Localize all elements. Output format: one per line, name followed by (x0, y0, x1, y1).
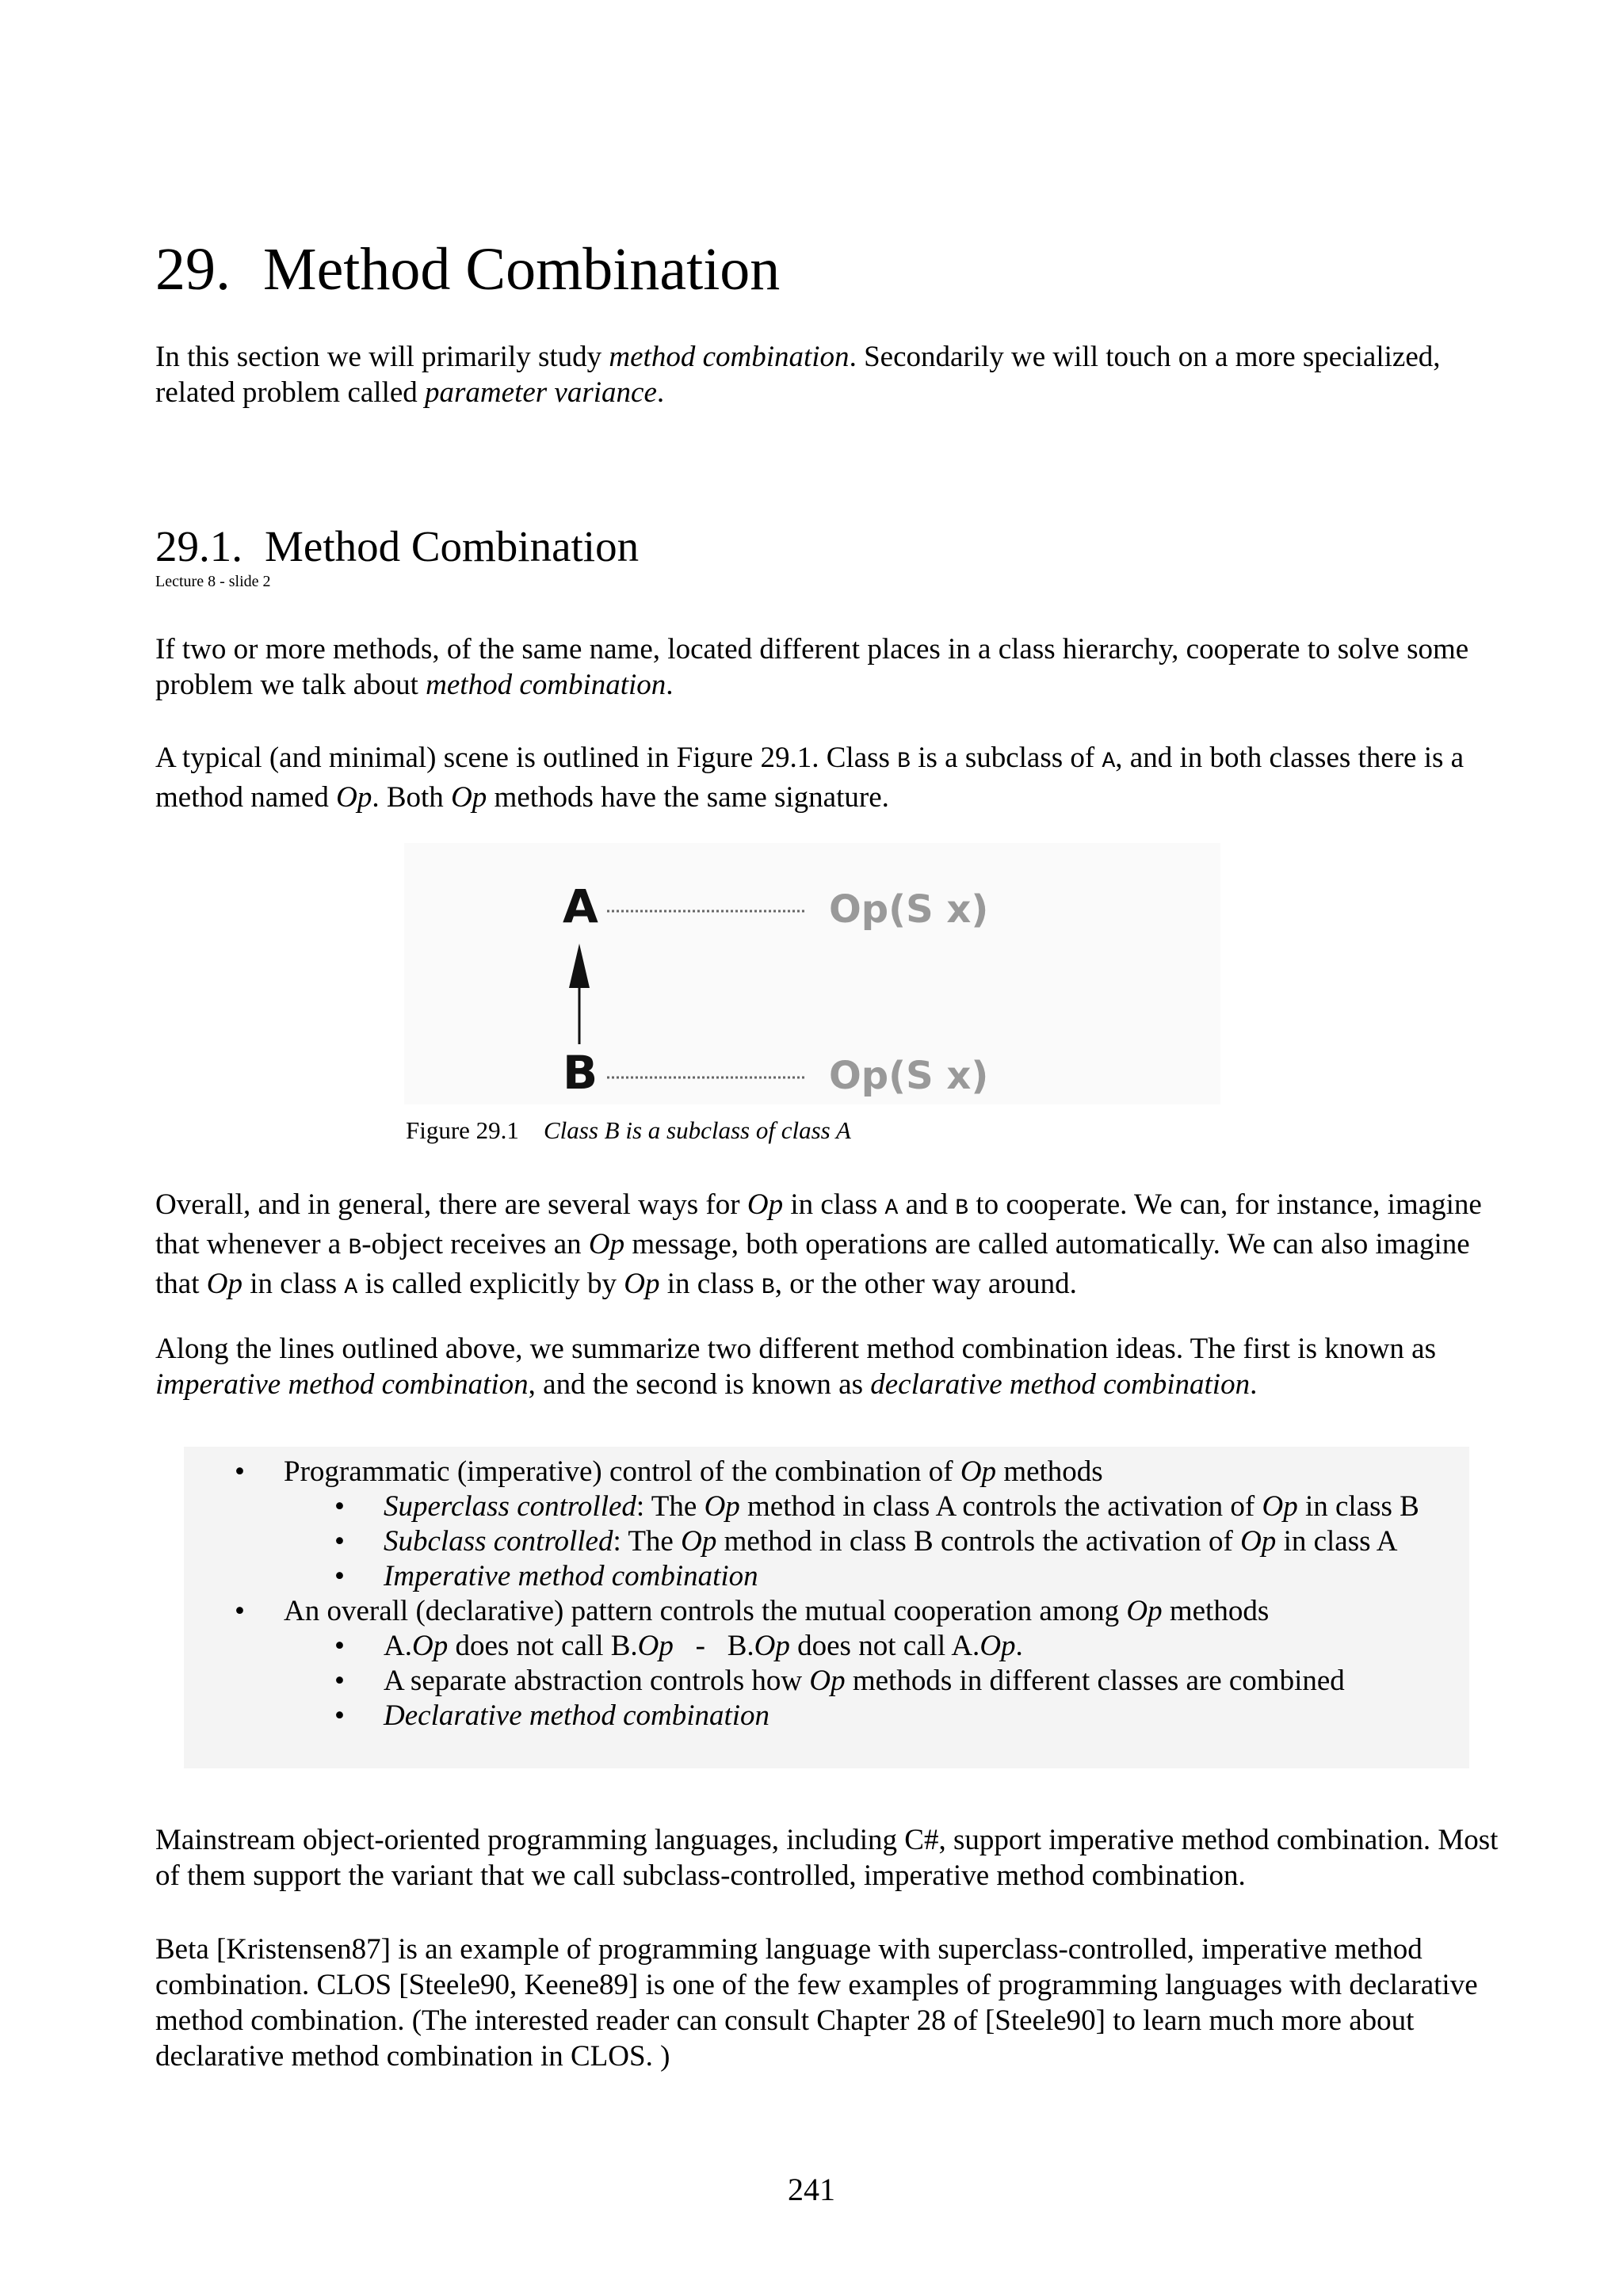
bullet-icon: • (334, 1665, 345, 1697)
text-run: , or the other way around. (774, 1268, 1077, 1300)
code-token: B (761, 1276, 775, 1300)
emphasis: Declarative method combination (384, 1699, 770, 1732)
text-run: methods have the same signature. (487, 781, 889, 814)
list-item (284, 1594, 1269, 1629)
chapter-title-text: Method Combination (263, 236, 781, 303)
bullet-icon: • (235, 1455, 245, 1488)
inheritance-arrowhead (569, 944, 590, 988)
text-run: . (666, 669, 674, 701)
paragraph-mainstream-languages: Mainstream object-oriented programming languages, including C#, support imperative method combination. Most of them support the variant that we call subclass-controlled, imperative method combination. (155, 1824, 1499, 1892)
emphasis: Op (980, 1630, 1016, 1662)
code-token: B (897, 749, 911, 774)
text-run: in class (242, 1268, 345, 1300)
page-number: 241 (788, 2172, 835, 2207)
text-run: A typical (and minimal) scene is outlined in Figure 29.1. Class (155, 742, 898, 774)
method-a-label: Op(S x) (829, 887, 989, 932)
paragraph-two-ideas (155, 1331, 1503, 1402)
emphasis: Op (1126, 1595, 1163, 1627)
text-run: , and the second is known as (528, 1368, 871, 1401)
class-diagram-svg (404, 843, 1220, 1104)
text-run: Along the lines outlined above, we summarize two different method combination ideas. The first is known as (155, 1333, 1437, 1365)
bullet-icon: • (235, 1595, 245, 1627)
section-number: 29.1. (155, 522, 242, 570)
text-run: : The (613, 1525, 682, 1558)
text-run: is a subclass of (910, 742, 1102, 774)
figure-caption (406, 1116, 851, 1146)
text-run: -object receives an (361, 1228, 589, 1261)
bullet-icon: • (334, 1699, 345, 1732)
text-run: is called explicitly by (357, 1268, 624, 1300)
text-run: method in class A controls the activation of (739, 1490, 1262, 1523)
emphasis: method combination (609, 341, 850, 373)
emphasis: Op (1240, 1525, 1277, 1558)
paragraph-cooperation-ways (155, 1187, 1503, 1306)
emphasis: Op (754, 1630, 790, 1662)
text-run: in class A (1276, 1525, 1398, 1558)
list-item (384, 1524, 1397, 1559)
emphasis: Op (624, 1268, 660, 1300)
bullet-icon: • (334, 1490, 345, 1523)
text-run: method in class B controls the activation of (716, 1525, 1241, 1558)
intro-paragraph (155, 339, 1503, 410)
text-run: Overall, and in general, there are several ways for (155, 1188, 747, 1221)
emphasis: Op (704, 1490, 740, 1523)
emphasis: Op (637, 1630, 674, 1662)
text-run: . (1250, 1368, 1258, 1401)
paragraph-method-combination-definition (155, 631, 1503, 703)
bullet-icon: • (334, 1560, 345, 1592)
paragraph-beta-clos: Beta [Kristensen87] is an example of programming language with superclass-controlled, imperative method combination. CLOS [Steele90, Keene89] is one of the few examples of programming languages with declarative method combination. (The interested reader can consult Chapter 28 of [Steele90] to learn much more about declarative method combination in CLOS. ) (155, 1933, 1478, 2073)
text-run: does not call A. (789, 1630, 980, 1662)
bullet-icon: • (334, 1525, 345, 1558)
text-run: A separate abstraction controls how (384, 1665, 810, 1697)
text-run: . (656, 376, 665, 409)
caption-label: Figure 29.1 (406, 1116, 519, 1144)
list-item (384, 1664, 1345, 1699)
emphasis: Op (809, 1665, 846, 1697)
section-heading (155, 520, 639, 574)
text-run: in class (783, 1188, 885, 1221)
method-b-label: Op(S x) (829, 1054, 989, 1098)
emphasis: Op (451, 781, 487, 814)
emphasis: Imperative method combination (384, 1560, 758, 1592)
text-run: to cooperate. We can, for instance, imagine that whenever a (155, 1188, 1482, 1261)
emphasis: Op (747, 1188, 784, 1221)
section-title-text: Method Combination (265, 522, 640, 570)
list-item (384, 1629, 1023, 1664)
emphasis: Op (681, 1525, 717, 1558)
list-item (384, 1699, 769, 1733)
chapter-title (155, 234, 780, 305)
bullet-icon: • (334, 1630, 345, 1662)
emphasis: method combination (426, 669, 666, 701)
code-token: B (348, 1236, 362, 1261)
paragraph-typical-scene (155, 740, 1503, 815)
code-token: B (955, 1196, 969, 1221)
class-a-label: A (563, 879, 598, 933)
text-run: Programmatic (imperative) control of the combination of (284, 1455, 960, 1488)
slide-reference: Lecture 8 - slide 2 (155, 573, 271, 590)
emphasis: parameter variance (425, 376, 657, 409)
text-run: - B. (673, 1630, 754, 1662)
caption-text: Class B is a subclass of class A (544, 1116, 851, 1144)
text-run: message, both operations are called automatically. We can also imagine that (155, 1228, 1470, 1300)
list-item (384, 1559, 758, 1594)
emphasis: declarative method combination (870, 1368, 1251, 1401)
text-run: . Secondarily we will touch on a more specialized, related problem called (155, 341, 1441, 409)
text-run: . (1015, 1630, 1023, 1662)
text-run: A. (384, 1630, 412, 1662)
text-run: : The (636, 1490, 705, 1523)
text-run: in class B (1297, 1490, 1419, 1523)
text-run: If two or more methods, of the same name, located different places in a class hierarchy, cooperate to solve some problem we talk about (155, 633, 1469, 701)
text-run: in class (659, 1268, 762, 1300)
code-token: A (344, 1276, 358, 1300)
code-token: A (1102, 749, 1116, 774)
emphasis: Subclass controlled (384, 1525, 613, 1558)
emphasis: imperative method combination (155, 1368, 529, 1401)
text-run: . Both (372, 781, 452, 814)
chapter-number: 29. (155, 236, 231, 303)
figure-class-diagram (404, 843, 1220, 1104)
list-item (384, 1489, 1419, 1524)
text-run: An overall (declarative) pattern controls the mutual cooperation among (284, 1595, 1127, 1627)
code-token: A (884, 1196, 899, 1221)
text-run: and (898, 1188, 956, 1221)
text-run: , and in both classes there is a method named (155, 742, 1465, 814)
emphasis: Op (206, 1268, 242, 1300)
emphasis: Superclass controlled (384, 1490, 636, 1523)
emphasis: Op (1262, 1490, 1298, 1523)
emphasis: Op (588, 1228, 625, 1261)
emphasis: Op (411, 1630, 449, 1662)
emphasis: Op (960, 1455, 997, 1488)
text-run: methods in different classes are combined (845, 1665, 1345, 1697)
text-run: methods (996, 1455, 1103, 1488)
text-run: methods (1162, 1595, 1270, 1627)
emphasis: Op (336, 781, 372, 814)
class-b-label: B (563, 1046, 598, 1100)
list-item (284, 1455, 1103, 1489)
text-run: does not call B. (448, 1630, 638, 1662)
text-run: In this section we will primarily study (155, 341, 609, 373)
